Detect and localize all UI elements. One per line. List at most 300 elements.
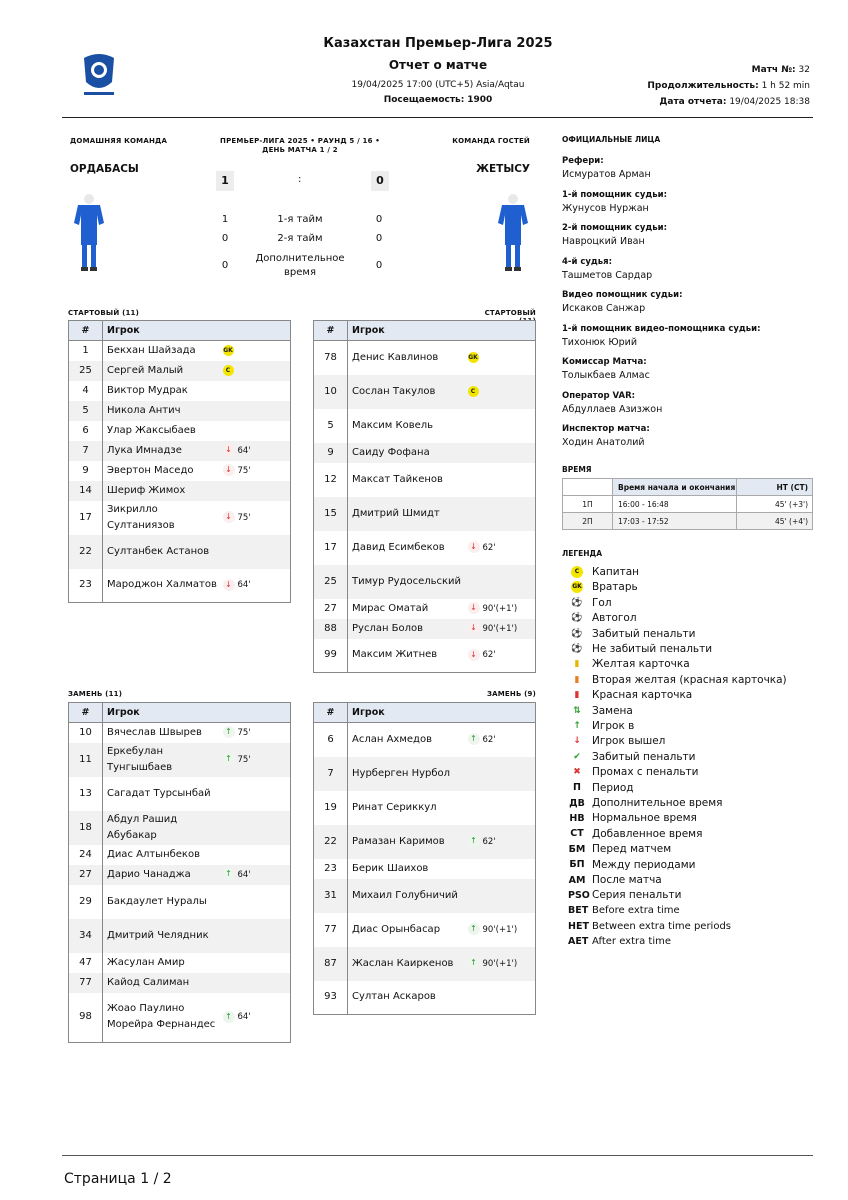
player-name-text: Шериф Жимох [107,484,186,496]
away-starting-label: СТАРТОВЫЙ [484,309,536,317]
sub-in-minute: 75' [237,727,251,738]
official-role: Комиссар Матча: [562,357,647,367]
player-events [223,723,291,743]
footer-divider [62,1155,813,1156]
player-number: 17 [69,501,103,535]
legend-item [568,842,671,856]
player-events [468,639,536,673]
player-events [223,461,291,481]
player-row [314,879,536,913]
legend-item [568,565,639,579]
legend-item [568,781,634,795]
player-number: 7 [314,757,348,791]
player-name [348,409,468,443]
legend-item [568,888,681,902]
player-number: 22 [314,825,348,859]
player-number: 78 [314,341,348,375]
player-number: 27 [314,599,348,619]
player-name-text: Дарио Чанаджа [107,868,191,880]
player-events [468,599,536,619]
player-name [103,535,223,569]
player-row [314,375,536,409]
player-events [468,879,536,913]
player-number: 34 [69,919,103,953]
player-events [468,913,536,947]
header-divider [62,117,813,118]
player-row [314,791,536,825]
player-row [314,947,536,981]
player-out-icon: ↓ [468,541,480,553]
officials-list [562,156,812,458]
player-row [69,481,291,501]
player-row [69,777,291,811]
player-name-text: Сослан Такулов [352,385,436,397]
match-number: Матч №: 32 [751,65,810,75]
captain-icon: C [468,386,479,397]
official-role: 1-й помощник судьи: [562,189,667,200]
player-row [314,565,536,599]
sub-in-minute: 90'(+1') [482,924,518,935]
player-number: 9 [314,443,348,463]
player-row [69,743,291,777]
page-number: Страница 1 / 2 [64,1171,172,1187]
player-name-text: Аслан Ахмедов [352,733,432,745]
player-events [223,973,291,993]
player-name-text: Бекхан Шайзада [107,344,196,356]
player-events [223,865,291,885]
official-role: Видео помощник судьи: [562,290,683,300]
time-col-times: Время начала и окончания [613,479,737,496]
player-events [223,743,291,777]
official-role: Оператор VAR: [562,390,636,401]
player-name-text: Сергей Малый [107,364,184,376]
player-name [348,565,468,599]
official-name: Ходин Анатолий [562,437,645,448]
player-name [348,947,468,981]
player-number: 9 [69,461,103,481]
player-row [314,599,536,619]
player-row [69,381,291,401]
after-match-abbr: АМ [568,874,586,886]
legend-label: Желтая карточка [592,658,690,671]
player-events [468,757,536,791]
player-out-icon: ↓ [468,602,480,614]
legend-label: Серия пенальти [592,889,682,902]
official-name: Ташметов Сардар [562,269,653,281]
player-name-text: Рамазан Каримов [352,835,445,847]
player-number: 15 [314,497,348,531]
player-name-text: Кайод Салиман [107,976,190,988]
player-name [348,599,468,619]
player-events [223,421,291,441]
legend-item [568,734,665,748]
home-starting-table: # Игрок 1 Бекхан Шайзада GK 25 Сергей Малый C 4 Виктор Мудрак 5 Никола Антич 6 Улар Жаксыбаев 7 Лука Имнадзе ↓ 64' 9 Эвертон Маседо ↓ 75' 14 Шериф Жимох 17 Зикрилло Султаниязов ↓ 75' 22 Султанбек Астанов 23 Мароджон Халматов ↓ 64' [68,320,291,603]
player-in-icon: ↑ [468,923,480,935]
player-in-icon: ↑ [468,957,480,969]
report-title: Казахстан Премьер-Лига 2025 [323,36,553,51]
player-events [223,361,291,381]
player-name [103,461,223,481]
penalty-scored-icon: ✔ [573,751,581,762]
official-entry [562,357,812,391]
legend-label: Нормальное время [592,812,697,825]
legend-item [568,580,638,594]
player-number: 4 [69,381,103,401]
player-name-text: Давид Есимбеков [352,541,445,553]
home-subs-table: # Игрок 10 Вячеслав Швырев ↑ 75' 11 Еркебулан Тунгышбаев ↑ 75' 13 Сагадат Турсынбай 18 Абдул Рашид Абубакар 24 Диас Алтынбеков 27 Дарио Чанаджа ↑ 64' 29 Бакдаулет Нуралы 34 Дмитрий Челядник 47 Жасулан Амир 77 Кайод Салиман 98 Жоао Паулино Морейра Фернандес ↑ 64' [68,702,291,1043]
player-name-text: Султан Аскаров [352,991,436,1003]
player-events [223,777,291,811]
player-number: 10 [69,723,103,743]
player-number: 98 [69,993,103,1043]
legend-item [568,719,634,733]
legend-item [568,704,633,718]
player-row [314,723,536,757]
player-events [468,409,536,443]
legend-label: Before extra time [592,905,680,917]
player-name-text: Жасулан Амир [107,956,185,968]
player-events [223,441,291,461]
player-in-icon: ↑ [223,753,235,765]
player-name-text: Диас Орынбасар [352,923,441,935]
player-row [314,409,536,443]
legend-label: Не забитый пенальти [592,643,713,655]
player-name-text: Денис Кавлинов [352,351,439,363]
player-name-text: Никола Антич [107,404,181,416]
sub-out-minute: 75' [237,512,251,523]
player-name-text: Тимур Рудосельский [352,575,462,587]
legend-item [568,673,787,687]
player-number: 18 [69,811,103,845]
player-name [103,811,223,845]
official-entry [562,156,812,190]
player-name [103,481,223,501]
player-name [103,501,223,535]
between-periods-abbr: БП [569,859,585,871]
legend-item [568,627,696,641]
player-name [103,341,223,361]
player-row [69,341,291,361]
player-in-icon: ↑ [223,1011,235,1023]
period-abbr: П [573,782,581,794]
player-name [103,743,223,777]
player-number: 22 [69,535,103,569]
player-number: 25 [314,565,348,599]
extra-time-abbr: ДВ [569,797,585,809]
player-events [468,341,536,375]
player-name-text: Зикрилло Султаниязов [107,503,175,531]
away-starting-table: # Игрок 78 Денис Кавлинов GK 10 Сослан Такулов C 5 Максим Ковель 9 Саиду Фофана 12 Максат Тайкенов 15 Дмитрий Шмидт 17 Давид Есимбеков ↓ 62' 25 Тимур Рудосельский 27 Мирас Оматай ↓ 90'(+1') 88 Руслан Болов ↓ 90'(+1') 99 Максим Житнев ↓ 62' [313,320,536,673]
official-entry [562,290,812,324]
player-name [103,973,223,993]
player-row [314,463,536,497]
legend-label: Гол [592,596,612,609]
player-number: 11 [69,743,103,777]
player-name [103,569,223,603]
player-name [103,885,223,919]
match-datetime: 19/04/2025 17:00 (UTC+5) Asia/Aqtau [351,80,525,90]
player-name [348,531,468,565]
player-number: 47 [69,953,103,973]
player-number: 25 [69,361,103,381]
captain-icon: C [223,365,234,376]
player-name [103,361,223,381]
player-out-icon: ↓ [223,511,235,523]
report-subtitle: Отчет о матче [388,58,488,72]
player-events [223,919,291,953]
home-score: 1 [216,171,234,191]
player-events [223,569,291,603]
legend-label: Красная карточка [592,689,693,702]
substitution-icon: ⇅ [573,705,581,716]
sub-in-minute: 75' [237,754,251,765]
player-row [69,535,291,569]
sub-out-minute: 62' [482,542,496,553]
home-starting-label: СТАРТОВЫЙ (11) [68,309,140,317]
player-number: 17 [314,531,348,565]
player-name [103,421,223,441]
player-number: 31 [314,879,348,913]
player-row [314,639,536,673]
player-name-text: Берик Шаихов [352,862,429,874]
player-events [223,535,291,569]
legend-label: Забитый пенальти [592,627,696,640]
legend-item [568,873,662,887]
legend-label: After extra time [592,936,672,948]
away-kit-icon [496,193,530,276]
player-row [69,441,291,461]
away-subs-label: ЗАМЕНЬ (9) [486,690,536,698]
official-name: Навроцкий Иван [562,236,645,247]
player-name-text: Ринат Сериккул [352,801,437,813]
player-name [103,441,223,461]
after-extra-time-abbr: AET [568,936,589,948]
own-goal-icon: ⚽ [571,613,583,624]
player-number: 5 [69,401,103,421]
player-name [348,723,468,757]
match-duration: Продолжительность: 1 h 52 min [647,81,810,91]
sub-out-minute: 64' [237,580,251,591]
player-number: 77 [69,973,103,993]
player-row [314,531,536,565]
player-row [69,993,291,1043]
legend-label: После матча [592,874,662,886]
player-name-text: Саиду Фофана [352,446,430,458]
legend-label: Вторая желтая (красная карточка) [592,673,787,686]
header-center [280,36,596,105]
player-row [314,757,536,791]
player-events [468,619,536,639]
sub-in-minute: 62' [482,836,496,847]
player-name-text: Диас Алтынбеков [107,848,200,860]
sub-out-minute: 75' [237,465,251,476]
player-name [103,865,223,885]
player-name-text: Улар Жаксыбаев [107,424,196,436]
home-kit-icon [72,193,106,276]
player-events [468,859,536,879]
player-events [223,381,291,401]
player-row [69,361,291,381]
player-out-icon: ↓ [468,622,480,634]
player-events [468,981,536,1015]
player-name-text: Мирас Оматай [352,602,429,614]
time-col-ht: HT (CT) [737,479,813,496]
goalkeeper-icon: GK [223,346,233,354]
player-name-text: Максим Житнев [352,649,438,661]
player-row [314,619,536,639]
player-number: 10 [314,375,348,409]
legend-label: Замена [592,704,633,717]
home-team-name: ОРДАБАСЫ [70,163,139,175]
player-row [314,497,536,531]
player-row [314,859,536,879]
sub-out-minute: 90'(+1') [482,623,518,634]
away-team-name: ЖЕТЫСУ [476,163,530,175]
player-events [223,481,291,501]
player-name [348,443,468,463]
time-row: 2П 17:03 - 17:52 45' (+4') [563,513,813,530]
player-name-text: Руслан Болов [352,622,424,634]
player-name-text: Эвертон Маседо [107,464,194,476]
player-name-text: Султанбек Астанов [107,545,210,557]
sub-out-minute: 64' [237,445,251,456]
player-row [69,973,291,993]
time-row: 1П 16:00 - 16:48 45' (+3') [563,496,813,513]
player-events [223,811,291,845]
legend-item [568,935,671,949]
official-name: Тихонюк Юрий [562,336,638,348]
player-number: 14 [69,481,103,501]
player-name [348,619,468,639]
player-number: 27 [69,865,103,885]
added-time-abbr: СТ [570,828,584,840]
sub-in-minute: 62' [482,734,496,745]
legend-label: Between extra time periods [592,920,732,932]
legend-label: Добавленное время [592,827,703,840]
legend-label: Капитан [592,566,639,578]
player-name-text: Нурберген Нурбол [352,767,451,779]
player-name [348,757,468,791]
official-role: 1-й помощник видео-помощника судьи: [562,323,761,334]
player-row [314,443,536,463]
player-name [103,381,223,401]
legend-item [568,827,702,841]
player-name-text: Еркебулан Тунгышбаев [107,745,173,773]
legend-item [568,688,692,702]
official-name: Абдуллаев Азизжон [562,403,663,415]
legend-item [568,596,612,610]
player-events [468,791,536,825]
away-subs-table: # Игрок 6 Аслан Ахмедов ↑ 62' 7 Нурберген Нурбол 19 Ринат Сериккул 22 Рамазан Каримов ↑ 62' 23 Берик Шаихов 31 Михаил Голубничий 77 Диас Орынбасар ↑ 90'(+1') 87 Жаслан Каиркенов ↑ 90'(+1') 93 Султан Аскаров [313,702,536,1015]
legend-label: Период [592,781,634,794]
legend-label: Между периодами [592,858,696,871]
player-name-text: Жоао Паулино Морейра Фернандес [107,1003,216,1031]
player-number: 23 [69,569,103,603]
penalty-goal-icon: ⚽ [571,628,583,639]
legend-item [568,642,712,656]
player-name-text: Максим Ковель [352,419,434,431]
time-table [562,478,813,530]
player-number: 13 [69,777,103,811]
player-events [223,993,291,1043]
player-number: 1 [69,341,103,361]
player-number: 12 [314,463,348,497]
sub-in-minute: 90'(+1') [482,958,518,969]
player-name [348,463,468,497]
player-name-text: Лука Имнадзе [107,444,182,456]
player-number: 88 [314,619,348,639]
player-row [69,919,291,953]
home-team-label: ДОМАШНЯЯ КОМАНДА [70,137,168,145]
player-name [103,777,223,811]
player-events [223,341,291,361]
official-entry [562,223,812,257]
player-name [348,981,468,1015]
player-number: 19 [314,791,348,825]
player-number: 23 [314,859,348,879]
round-info: ПРЕМЬЕР-ЛИГА 2025 • РАУНД 5 / 16 • ДЕНЬ МАТЧА 1 / 2 [220,137,380,154]
legend-item [568,750,696,764]
player-events [468,463,536,497]
player-events [223,501,291,535]
official-entry [562,324,812,358]
legend-label: Промах с пенальти [592,766,699,779]
player-name-text: Михаил Голубничий [352,889,458,901]
official-role: Инспектор матча: [562,424,650,434]
between-extra-periods-abbr: HET [568,920,589,932]
player-row [69,845,291,865]
player-events [468,723,536,757]
player-events [468,825,536,859]
before-extra-time-abbr: BET [568,905,589,917]
player-events [223,401,291,421]
legend-item [568,796,722,810]
player-row [69,401,291,421]
captain-icon: C [571,566,583,578]
legend-label: Забитый пенальти [592,750,696,763]
official-name: Жунусов Нуржан [562,202,649,214]
official-role: 2-й помощник судьи: [562,223,667,233]
player-name [348,913,468,947]
legend-label: Игрок вышел [592,735,666,748]
player-events [223,845,291,865]
player-name [348,791,468,825]
player-row [314,825,536,859]
legend-label: Дополнительное время [592,797,723,809]
official-role: Рефери: [562,156,604,166]
goalkeeper-icon: GK [571,581,583,593]
player-events [468,375,536,409]
player-events [468,497,536,531]
player-name [103,953,223,973]
player-name [103,723,223,743]
home-subs-label: ЗАМЕНЬ (11) [68,690,123,698]
player-events [468,443,536,463]
normal-time-abbr: НВ [569,812,585,824]
second-yellow-icon: ▮ [574,674,580,685]
player-row [69,953,291,973]
officials-heading: ОФИЦИАЛЬНЫЕ ЛИЦА [562,135,661,144]
player-name [348,825,468,859]
player-number: 6 [314,723,348,757]
player-in-icon: ↑ [223,726,235,738]
legend-heading: ЛЕГЕНДА [562,549,603,558]
player-in-icon: ↑ [223,868,235,880]
player-row [69,885,291,919]
sub-out-minute: 62' [482,650,496,661]
player-out-icon: ↓ [223,464,235,476]
player-in-icon: ↑ [468,733,480,745]
